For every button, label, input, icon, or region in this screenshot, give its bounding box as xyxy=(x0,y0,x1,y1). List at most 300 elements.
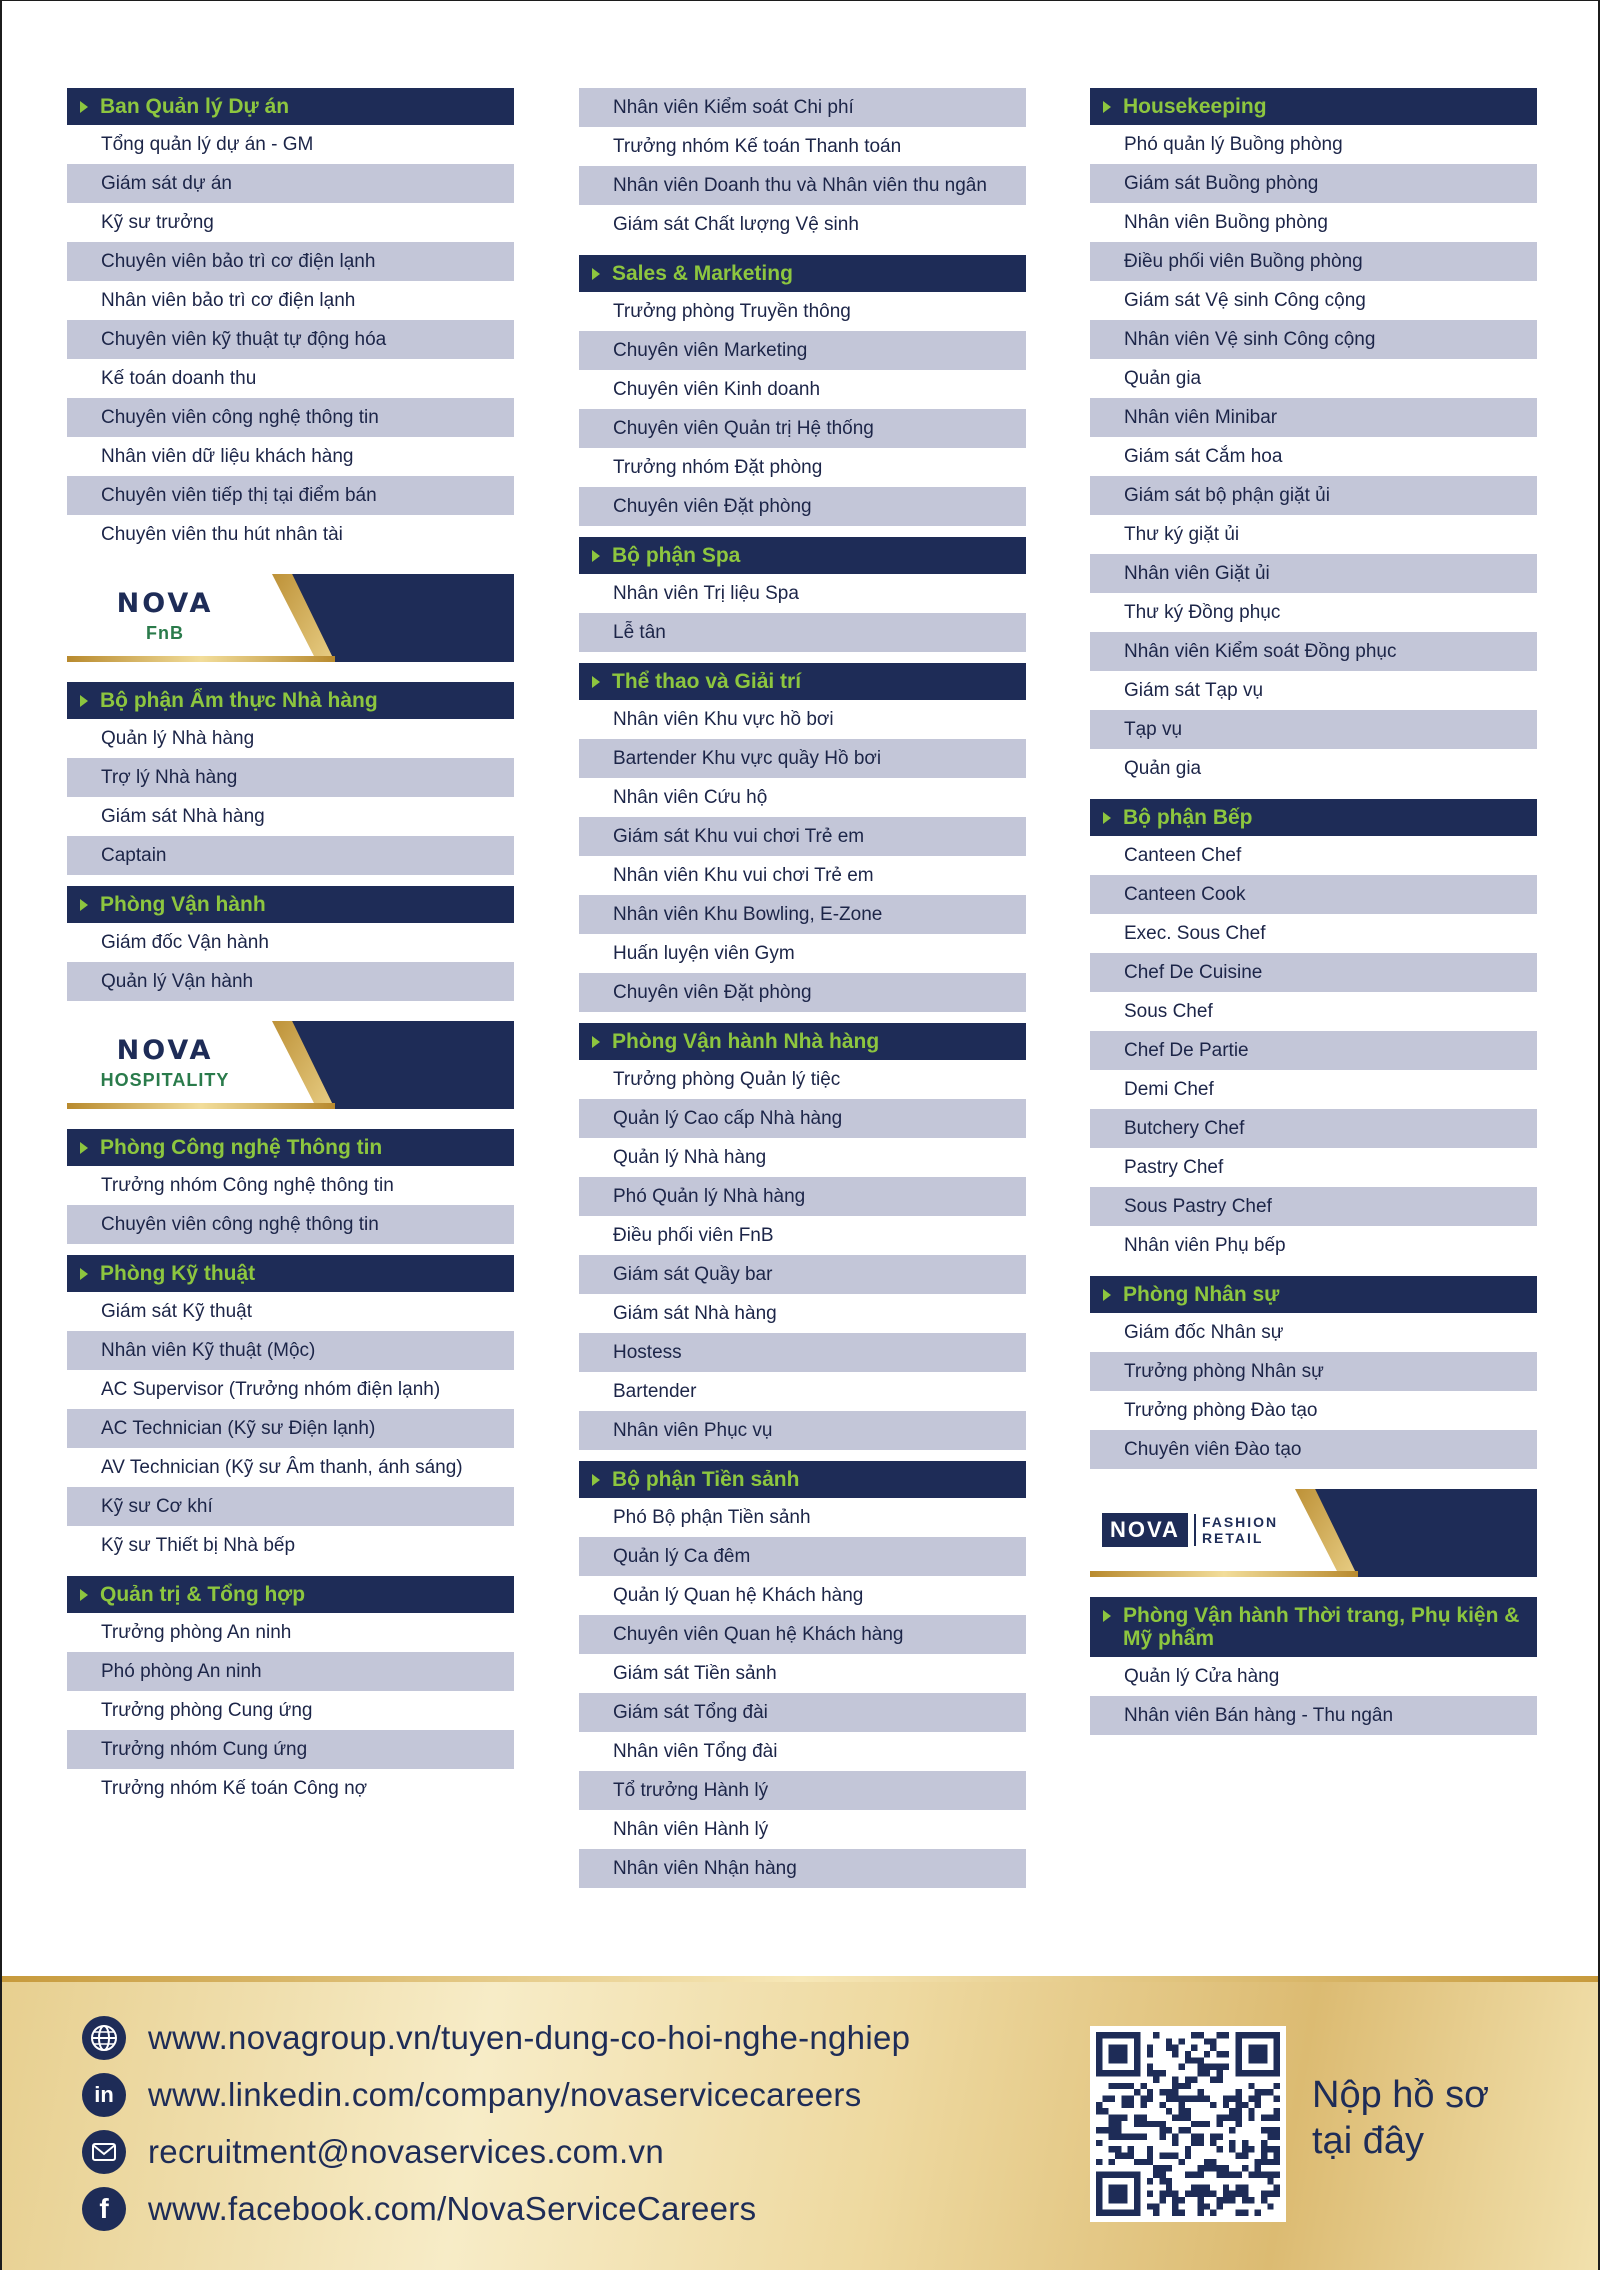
section-title: Ban Quản lý Dự án xyxy=(100,95,290,118)
qr-module xyxy=(1185,2083,1191,2089)
section-header xyxy=(579,537,1026,574)
job-title-item: Chef De Partie xyxy=(1090,1031,1537,1070)
apply-here-text xyxy=(1312,2072,1489,2164)
qr-module xyxy=(1217,2076,1223,2082)
qr-module xyxy=(1172,2134,1178,2140)
qr-module xyxy=(1248,2095,1254,2101)
facebook-link[interactable]: www.facebook.com/NovaServiceCareers xyxy=(148,2190,757,2227)
qr-module xyxy=(1242,2184,1248,2190)
job-title-item: Giám sát Vệ sinh Công cộng xyxy=(1124,290,1366,311)
qr-module xyxy=(1248,2172,1254,2178)
qr-module xyxy=(1172,2203,1178,2209)
linkedin-contact[interactable] xyxy=(82,2073,862,2117)
job-title-item: Pastry Chef xyxy=(1124,1157,1224,1178)
gold-underline xyxy=(67,1103,335,1109)
job-title-item: Nhân viên Trị liệu Spa xyxy=(613,583,799,604)
qr-module xyxy=(1198,2089,1204,2095)
qr-module xyxy=(1115,2146,1121,2152)
job-title-item: Giám sát Quầy bar xyxy=(579,1255,1026,1294)
qr-module xyxy=(1115,2127,1121,2133)
job-title-item: Kỹ sư Cơ khí xyxy=(67,1487,514,1526)
qr-module xyxy=(1248,2114,1254,2120)
section-header xyxy=(67,1129,514,1166)
qr-module xyxy=(1121,2095,1127,2101)
job-title-item: Giám sát Kỹ thuật xyxy=(101,1301,253,1322)
qr-module xyxy=(1210,2076,1216,2082)
job-title-item: Trưởng nhóm Đặt phòng xyxy=(613,457,823,478)
job-list xyxy=(579,1498,1026,1888)
qr-module xyxy=(1236,2102,1242,2108)
job-title-item: Canteen Cook xyxy=(1090,875,1537,914)
job-title-item: Quản lý Vận hành xyxy=(67,962,514,1001)
qr-module xyxy=(1198,2203,1204,2209)
qr-module xyxy=(1242,2191,1248,2197)
qr-module xyxy=(1217,2064,1223,2070)
qr-module xyxy=(1267,2203,1273,2209)
qr-module xyxy=(1115,2121,1121,2127)
contact-footer xyxy=(2,1976,1598,2270)
section-bo-phan-am-thuc-nha-hang xyxy=(67,682,514,875)
qr-module xyxy=(1198,2184,1204,2190)
qr-module xyxy=(1191,2032,1197,2038)
job-title-item: Nhân viên dữ liệu khách hàng xyxy=(101,446,354,467)
linkedin-link[interactable]: www.linkedin.com/company/novaservicecareers xyxy=(148,2076,862,2113)
qr-module xyxy=(1159,2089,1165,2095)
qr-module xyxy=(1274,2127,1280,2133)
qr-module xyxy=(1147,2064,1153,2070)
qr-module xyxy=(1217,2032,1223,2038)
qr-module xyxy=(1198,2134,1204,2140)
qr-module xyxy=(1255,2102,1261,2108)
qr-module xyxy=(1223,2197,1229,2203)
job-list xyxy=(579,700,1026,1012)
job-title-item: Trưởng phòng Truyền thông xyxy=(613,301,851,322)
qr-module xyxy=(1121,2153,1127,2159)
qr-module xyxy=(1236,2108,1242,2114)
qr-module xyxy=(1166,2191,1172,2197)
qr-module xyxy=(1178,2064,1184,2070)
qr-module xyxy=(1229,2140,1235,2146)
qr-module xyxy=(1159,2153,1165,2159)
job-title-item: Kế toán doanh thu xyxy=(101,368,257,389)
qr-module xyxy=(1128,2095,1134,2101)
qr-module xyxy=(1236,2210,1242,2216)
qr-module xyxy=(1121,2102,1127,2108)
job-title-item: AC Technician (Kỹ sư Điện lạnh) xyxy=(67,1409,514,1448)
section-header xyxy=(1090,799,1537,836)
qr-module xyxy=(1261,2153,1267,2159)
column-1 xyxy=(67,88,514,1819)
job-title-item: Quản lý Nhà hàng xyxy=(101,728,255,749)
job-title-item: Canteen Chef xyxy=(1124,845,1242,866)
caret-right-icon xyxy=(592,1036,600,1048)
qr-module xyxy=(1159,2070,1165,2076)
qr-module xyxy=(1109,2083,1115,2089)
qr-module xyxy=(1223,2172,1229,2178)
qr-module xyxy=(1261,2114,1267,2120)
job-title-item: Nhân viên Cứu hộ xyxy=(613,787,768,808)
job-title-item: Nhân viên Khu vui chơi Trẻ em xyxy=(613,865,874,886)
job-title-item: Kỹ sư trưởng xyxy=(101,212,214,233)
qr-module xyxy=(1147,2045,1153,2051)
qr-module xyxy=(1147,2051,1153,2057)
section-title: Housekeeping xyxy=(1123,95,1267,118)
qr-module xyxy=(1210,2210,1216,2216)
qr-module xyxy=(1159,2102,1165,2108)
qr-module xyxy=(1274,2184,1280,2190)
globe-icon xyxy=(82,2016,126,2060)
qr-code-pattern xyxy=(1096,2032,1280,2216)
section-title: Quản trị & Tổng hợp xyxy=(100,1583,306,1606)
section-title: Bộ phận Bếp xyxy=(1123,806,1253,829)
qr-module xyxy=(1121,2083,1127,2089)
qr-module xyxy=(1261,2140,1267,2146)
section-title: Sales & Marketing xyxy=(612,262,793,285)
brand-banner-hospitality xyxy=(67,1021,514,1109)
job-title-item: Quản lý Nhà hàng xyxy=(613,1147,767,1168)
section-header xyxy=(579,1023,1026,1060)
qr-module xyxy=(1147,2146,1153,2152)
qr-module xyxy=(1248,2108,1254,2114)
qr-module xyxy=(1109,2127,1115,2133)
section-phong-van-hanh-thoi-trang-phu-kien-my-pham xyxy=(1090,1597,1537,1735)
job-title-item: Giám sát Khu vui chơi Trẻ em xyxy=(579,817,1026,856)
qr-module xyxy=(1185,2095,1191,2101)
qr-module xyxy=(1236,2191,1242,2197)
section-phong-van-hanh-nha-hang xyxy=(579,1023,1026,1450)
qr-module xyxy=(1261,2172,1267,2178)
qr-module xyxy=(1178,2095,1184,2101)
job-title-item: Sous Pastry Chef xyxy=(1090,1187,1537,1226)
qr-module xyxy=(1147,2159,1153,2165)
qr-module xyxy=(1185,2051,1191,2057)
facebook-icon: f xyxy=(82,2187,126,2231)
section-title: Bộ phận Tiền sảnh xyxy=(612,1468,800,1491)
job-title-item: Chuyên viên công nghệ thông tin xyxy=(67,1205,514,1244)
qr-module xyxy=(1191,2057,1197,2063)
qr-module xyxy=(1255,2095,1261,2101)
job-list xyxy=(579,1060,1026,1450)
qr-module xyxy=(1229,2095,1235,2101)
qr-module xyxy=(1217,2070,1223,2076)
qr-module xyxy=(1166,2165,1172,2171)
job-title-item: Hostess xyxy=(579,1333,1026,1372)
qr-module xyxy=(1153,2172,1159,2178)
qr-module xyxy=(1178,2038,1184,2044)
qr-module xyxy=(1185,2153,1191,2159)
job-list xyxy=(67,923,514,1001)
qr-module xyxy=(1172,2089,1178,2095)
job-title-item: Thư ký giặt ủi xyxy=(1124,524,1240,545)
qr-module xyxy=(1185,2146,1191,2152)
qr-module xyxy=(1178,2083,1184,2089)
qr-module xyxy=(1204,2159,1210,2165)
qr-module xyxy=(1096,2102,1102,2108)
email-link[interactable]: recruitment@novaservices.com.vn xyxy=(148,2133,664,2170)
job-title-item: Chuyên viên thu hút nhân tài xyxy=(101,524,343,545)
section-title: Phòng Công nghệ Thông tin xyxy=(100,1136,383,1159)
qr-module xyxy=(1134,2121,1140,2127)
qr-module xyxy=(1134,2134,1140,2140)
section-title: Phòng Vận hành Nhà hàng xyxy=(612,1030,880,1053)
qr-module xyxy=(1115,2083,1121,2089)
qr-module xyxy=(1236,2172,1242,2178)
brand-logo-text: NOVA xyxy=(116,1035,214,1066)
qr-module xyxy=(1140,2114,1146,2120)
qr-module xyxy=(1198,2070,1204,2076)
qr-module xyxy=(1185,2127,1191,2133)
qr-module xyxy=(1198,2095,1204,2101)
section-title: Bộ phận Ẩm thực Nhà hàng xyxy=(100,689,378,712)
job-list xyxy=(67,1166,514,1244)
qr-module xyxy=(1178,2159,1184,2165)
job-title-item: Giám sát Nhà hàng xyxy=(613,1303,777,1324)
job-title-item: Giám sát Buồng phòng xyxy=(1090,164,1537,203)
qr-module xyxy=(1204,2095,1210,2101)
qr-module xyxy=(1134,2114,1140,2120)
job-title-item: Butchery Chef xyxy=(1090,1109,1537,1148)
qr-module xyxy=(1166,2089,1172,2095)
qr-module xyxy=(1217,2203,1223,2209)
qr-module xyxy=(1109,2159,1115,2165)
section-title: Phòng Kỹ thuật xyxy=(100,1262,256,1285)
section-title: Thể thao và Giải trí xyxy=(612,670,802,693)
section-the-thao-va-giai-tri xyxy=(579,663,1026,1012)
qr-module xyxy=(1204,2070,1210,2076)
job-title-item: Trưởng phòng An ninh xyxy=(101,1622,292,1643)
section-phong-nhan-su xyxy=(1090,1276,1537,1469)
qr-module xyxy=(1229,2127,1235,2133)
qr-module xyxy=(1236,2089,1242,2095)
qr-module xyxy=(1185,2108,1191,2114)
nova-fashion-logo xyxy=(1102,1513,1322,1547)
qr-module xyxy=(1109,2121,1115,2127)
qr-module xyxy=(1217,2051,1223,2057)
qr-module xyxy=(1204,2184,1210,2190)
qr-module xyxy=(1242,2140,1248,2146)
brand-banner-fnb xyxy=(67,574,514,662)
job-title-item: Phó quản lý Buồng phòng xyxy=(1124,134,1343,155)
qr-module xyxy=(1109,2134,1115,2140)
qr-module xyxy=(1248,2083,1254,2089)
qr-module xyxy=(1172,2083,1178,2089)
column-3 xyxy=(1090,88,1537,1746)
facebook-contact[interactable] xyxy=(82,2187,756,2231)
qr-module xyxy=(1128,2134,1134,2140)
gold-underline xyxy=(1090,1571,1358,1577)
job-list xyxy=(1090,125,1537,788)
qr-module xyxy=(1274,2083,1280,2089)
qr-module xyxy=(1223,2114,1229,2120)
job-title-item: Trợ lý Nhà hàng xyxy=(67,758,514,797)
qr-module xyxy=(1267,2172,1273,2178)
qr-module xyxy=(1267,2114,1273,2120)
job-title-item: Nhân viên Minibar xyxy=(1090,398,1537,437)
qr-module xyxy=(1153,2070,1159,2076)
caret-right-icon xyxy=(592,676,600,688)
job-title-item: Kỹ sư Thiết bị Nhà bếp xyxy=(101,1535,296,1556)
job-title-item: AC Supervisor (Trưởng nhóm điện lạnh) xyxy=(101,1379,441,1400)
job-title-item: Nhân viên Kỹ thuật (Mộc) xyxy=(67,1331,514,1370)
qr-module xyxy=(1159,2165,1165,2171)
qr-module xyxy=(1210,2134,1216,2140)
qr-module xyxy=(1229,2197,1235,2203)
section-header xyxy=(1090,88,1537,125)
qr-module xyxy=(1210,2045,1216,2051)
qr-module xyxy=(1255,2159,1261,2165)
qr-module xyxy=(1204,2051,1210,2057)
qr-module xyxy=(1274,2191,1280,2197)
qr-module xyxy=(1242,2210,1248,2216)
job-title-item: Thư ký Đồng phục xyxy=(1124,602,1281,623)
qr-code[interactable] xyxy=(1090,2026,1286,2222)
job-title-item: Quản lý Quan hệ Khách hàng xyxy=(613,1585,864,1606)
qr-module xyxy=(1255,2165,1261,2171)
section-header xyxy=(579,663,1026,700)
qr-module xyxy=(1242,2153,1248,2159)
qr-module xyxy=(1191,2121,1197,2127)
brand-logo-text: NOVA xyxy=(1102,1513,1188,1547)
qr-module xyxy=(1217,2197,1223,2203)
qr-module xyxy=(1153,2032,1159,2038)
job-list xyxy=(67,125,514,554)
qr-module xyxy=(1198,2032,1204,2038)
website-link[interactable]: www.novagroup.vn/tuyen-dung-co-hoi-nghe-nghiep xyxy=(148,2019,911,2056)
qr-module xyxy=(1204,2165,1210,2171)
qr-module xyxy=(1261,2191,1267,2197)
qr-module xyxy=(1261,2159,1267,2165)
job-title-item: Chuyên viên Marketing xyxy=(579,331,1026,370)
qr-module xyxy=(1159,2197,1165,2203)
qr-module xyxy=(1217,2165,1223,2171)
job-title-item: Trưởng phòng Quản lý tiệc xyxy=(613,1069,841,1090)
qr-module xyxy=(1185,2191,1191,2197)
qr-module xyxy=(1274,2159,1280,2165)
brand-banner-fashion-retail xyxy=(1090,1489,1537,1577)
job-title-item: Chuyên viên kỹ thuật tự động hóa xyxy=(67,320,514,359)
job-title-item: Demi Chef xyxy=(1124,1079,1214,1100)
qr-module xyxy=(1147,2121,1153,2127)
qr-module xyxy=(1191,2076,1197,2082)
qr-module xyxy=(1191,2095,1197,2101)
qr-module xyxy=(1223,2032,1229,2038)
qr-module xyxy=(1134,2089,1140,2095)
qr-module xyxy=(1166,2038,1172,2044)
caret-right-icon xyxy=(592,550,600,562)
section-bo-phan-spa xyxy=(579,537,1026,652)
mail-icon xyxy=(82,2130,126,2174)
qr-module xyxy=(1096,2140,1102,2146)
qr-module xyxy=(1147,2191,1153,2197)
caret-right-icon xyxy=(592,268,600,280)
job-list xyxy=(579,574,1026,652)
qr-module xyxy=(1261,2197,1267,2203)
qr-module xyxy=(1191,2045,1197,2051)
job-title-item: Chuyên viên Đào tạo xyxy=(1090,1430,1537,1469)
qr-module xyxy=(1217,2134,1223,2140)
qr-module xyxy=(1159,2127,1165,2133)
section-title: Phòng Vận hành Thời trang, Phụ kiện & Mỹ phẩm xyxy=(1123,1604,1520,1650)
job-title-item: Nhân viên Nhận hàng xyxy=(579,1849,1026,1888)
job-title-item: Trưởng phòng Đào tạo xyxy=(1124,1400,1318,1421)
qr-module xyxy=(1198,2057,1204,2063)
job-list xyxy=(67,1613,514,1808)
job-title-item: Trưởng phòng Cung ứng xyxy=(101,1700,313,1721)
qr-module xyxy=(1178,2108,1184,2114)
qr-module xyxy=(1128,2102,1134,2108)
qr-module xyxy=(1128,2153,1134,2159)
section-bo-phan-tien-sanh xyxy=(579,1461,1026,1888)
job-title-item: Giám đốc Vận hành xyxy=(101,932,269,953)
qr-module xyxy=(1102,2108,1108,2114)
email-contact[interactable] xyxy=(82,2130,664,2174)
job-title-item: Nhân viên Khu Bowling, E-Zone xyxy=(579,895,1026,934)
section-header xyxy=(1090,1597,1537,1657)
qr-module xyxy=(1172,2051,1178,2057)
qr-module xyxy=(1191,2184,1197,2190)
job-title-item: Nhân viên bảo trì cơ điện lạnh xyxy=(101,290,356,311)
brand-logo-text: NOVA xyxy=(116,588,214,619)
caret-right-icon xyxy=(80,695,88,707)
apply-line-1: Nộp hồ sơ xyxy=(1312,2074,1490,2116)
qr-module xyxy=(1166,2108,1172,2114)
qr-module xyxy=(1128,2146,1134,2152)
job-title-item: Exec. Sous Chef xyxy=(1124,923,1266,944)
qr-module xyxy=(1134,2159,1140,2165)
section-header xyxy=(67,1255,514,1292)
qr-module xyxy=(1255,2210,1261,2216)
qr-module xyxy=(1198,2121,1204,2127)
caret-right-icon xyxy=(592,1474,600,1486)
apply-line-2: tại đây xyxy=(1312,2120,1424,2162)
section-header xyxy=(579,1461,1026,1498)
section-header xyxy=(67,682,514,719)
job-title-item: Sous Chef xyxy=(1124,1001,1213,1022)
job-title-item: Chuyên viên Kinh doanh xyxy=(613,379,821,400)
section-title: Phòng Nhân sự xyxy=(1123,1283,1280,1306)
nova-logo xyxy=(95,1035,235,1091)
qr-module xyxy=(1172,2045,1178,2051)
job-title-item: Quản lý Cửa hàng xyxy=(1124,1666,1280,1687)
qr-module xyxy=(1210,2159,1216,2165)
qr-module xyxy=(1178,2127,1184,2133)
qr-module xyxy=(1210,2064,1216,2070)
job-title-item: Chuyên viên Quan hệ Khách hàng xyxy=(579,1615,1026,1654)
column-2 xyxy=(579,88,1026,1899)
website-contact[interactable] xyxy=(82,2016,910,2060)
nova-logo xyxy=(95,588,235,644)
qr-module xyxy=(1191,2134,1197,2140)
section-bo-phan-bep xyxy=(1090,799,1537,1265)
qr-module xyxy=(1198,2172,1204,2178)
brand-sub-text: HOSPITALITY xyxy=(100,1070,230,1090)
qr-module xyxy=(1223,2191,1229,2197)
qr-module xyxy=(1159,2134,1165,2140)
qr-module xyxy=(1198,2064,1204,2070)
qr-module xyxy=(1198,2210,1204,2216)
job-title-item: Điều phối viên Buồng phòng xyxy=(1090,242,1537,281)
section-phong-ky-thuat xyxy=(67,1255,514,1565)
qr-module xyxy=(1274,2095,1280,2101)
job-title-item: Lễ tân xyxy=(579,613,1026,652)
section-title: Phòng Vận hành xyxy=(100,893,266,916)
section-phong-van-hanh xyxy=(67,886,514,1001)
qr-module xyxy=(1140,2121,1146,2127)
qr-module xyxy=(1185,2172,1191,2178)
job-title-item: Chuyên viên công nghệ thông tin xyxy=(67,398,514,437)
section-header xyxy=(1090,1276,1537,1313)
caret-right-icon xyxy=(1103,101,1111,113)
